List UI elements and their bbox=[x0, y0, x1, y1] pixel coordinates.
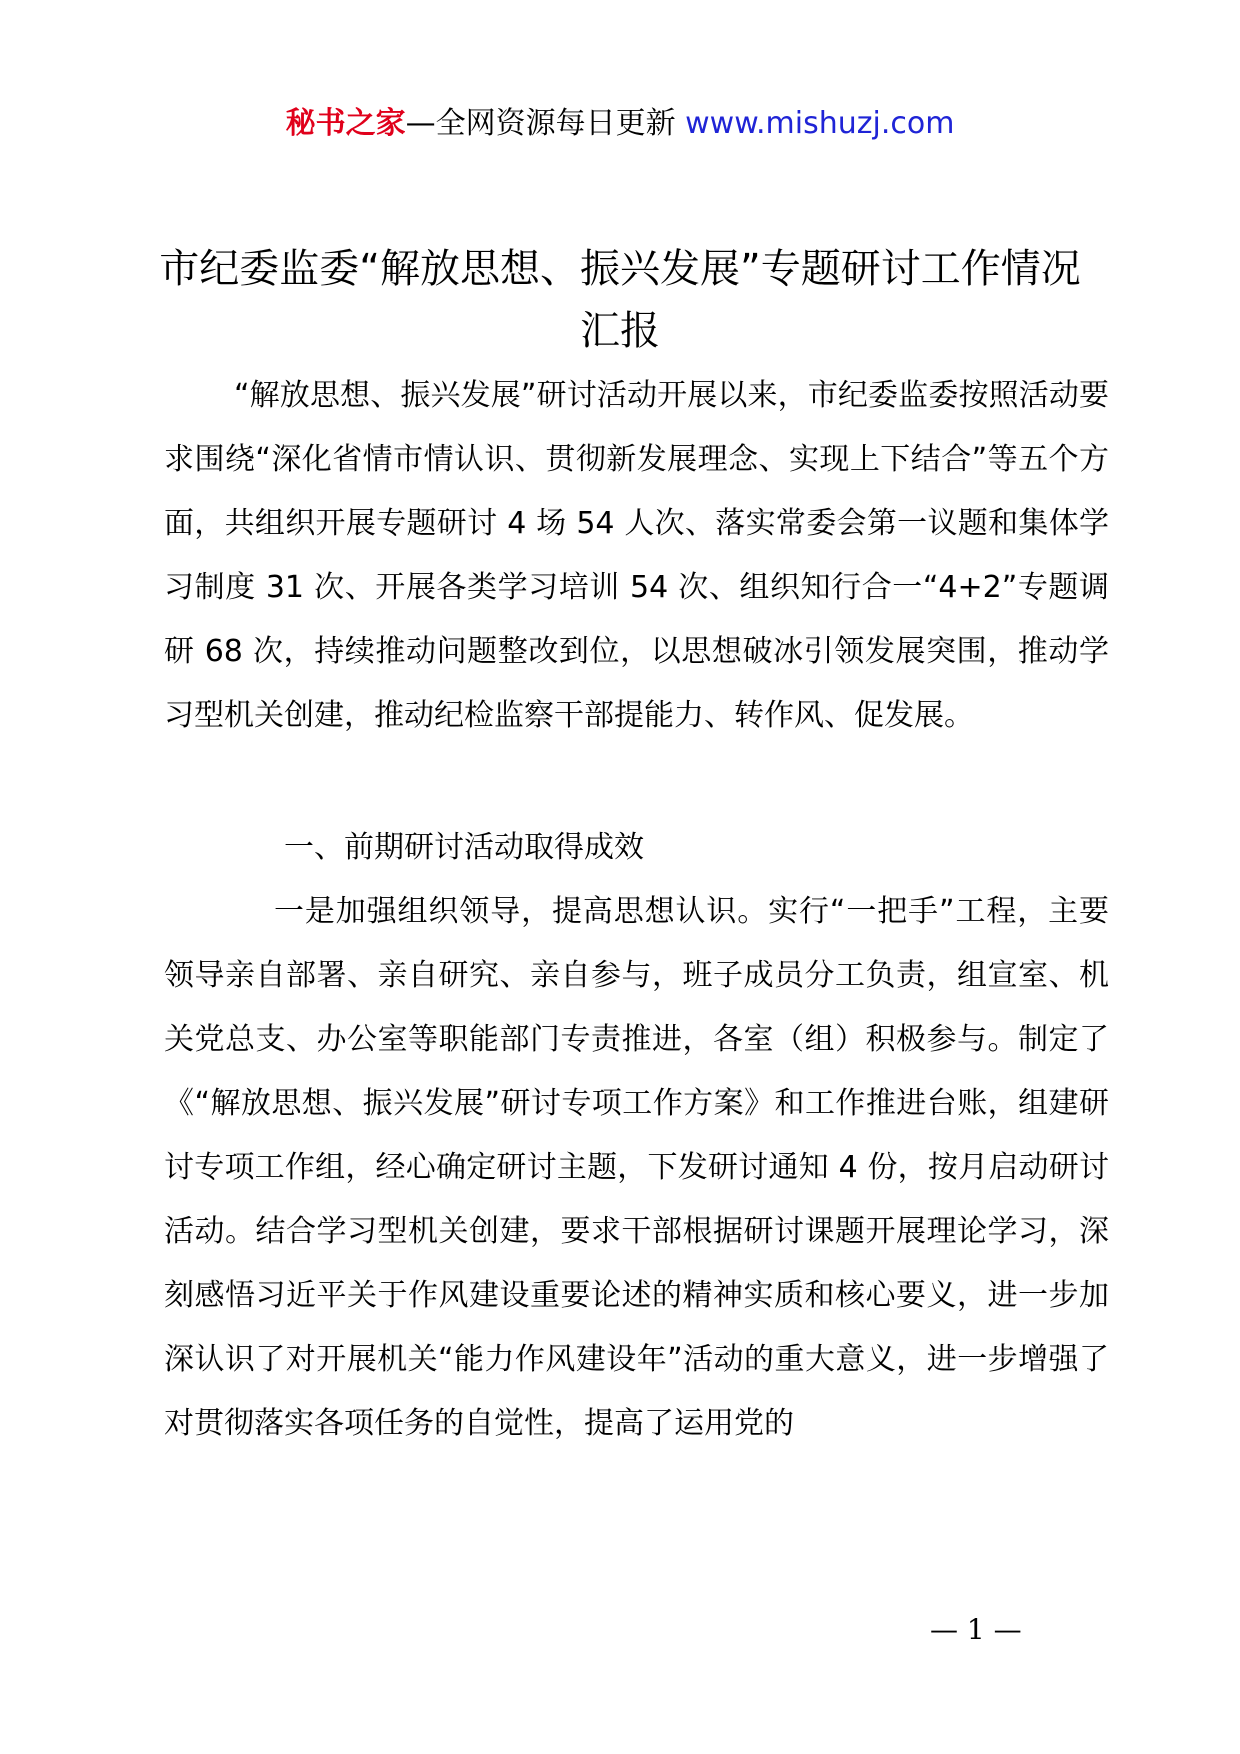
banner-slogan: —全网资源每日更新 bbox=[405, 106, 686, 141]
document-title: 市纪委监委“解放思想、振兴发展”专题研讨工作情况汇报 bbox=[159, 246, 1081, 354]
brand-name: 秘书之家 bbox=[285, 106, 406, 141]
intro-paragraph: “解放思想、振兴发展”研讨活动开展以来，市纪委监委按照活动要求围绕“深化省情市情认识、贯彻新发展理念、实现上下结合”等五个方面，共组织开展专题研讨 4 场 54 人次、落实常委会第一议题和集体学习制度 31 次、开展各类学习培训 54 次、组织知行合一“4+2”专题调研 68 次，持续推动问题整改到位，以思想破冰引领发展突围，推动学习型机关创建，推动纪检监察干部提能力、转作风、促发展。 bbox=[164, 378, 1109, 733]
page-number: — 1 — bbox=[930, 1613, 1022, 1646]
section-paragraph: 一是加强组织领导，提高思想认识。实行“一把手”工程，主要领导亲自部署、亲自研究、亲自参与，班子成员分工负责，组宣室、机关党总支、办公室等职能部门专责推进，各室（组）积极参与。制定了《“解放思想、振兴发展”研讨专项工作方案》和工作推进台账，组建研讨专项工作组，经心确定研讨主题，下发研讨通知 4 份，按月启动研讨活动。结合学习型机关创建，要求干部根据研讨课题开展理论学习，深刻感悟习近平关于作风建设重要论述的精神实质和核心要义，进一步加深认识了对开展机关“能力作风建设年”活动的重大意义，进一步增强了对贯彻落实各项任务的自觉性，提高了运用党的 bbox=[164, 894, 1109, 1441]
site-url-link[interactable]: www.mishuzj.com bbox=[685, 106, 955, 141]
site-banner bbox=[0, 100, 1240, 148]
section-heading: 一、前期研讨活动取得成效 bbox=[284, 830, 644, 865]
